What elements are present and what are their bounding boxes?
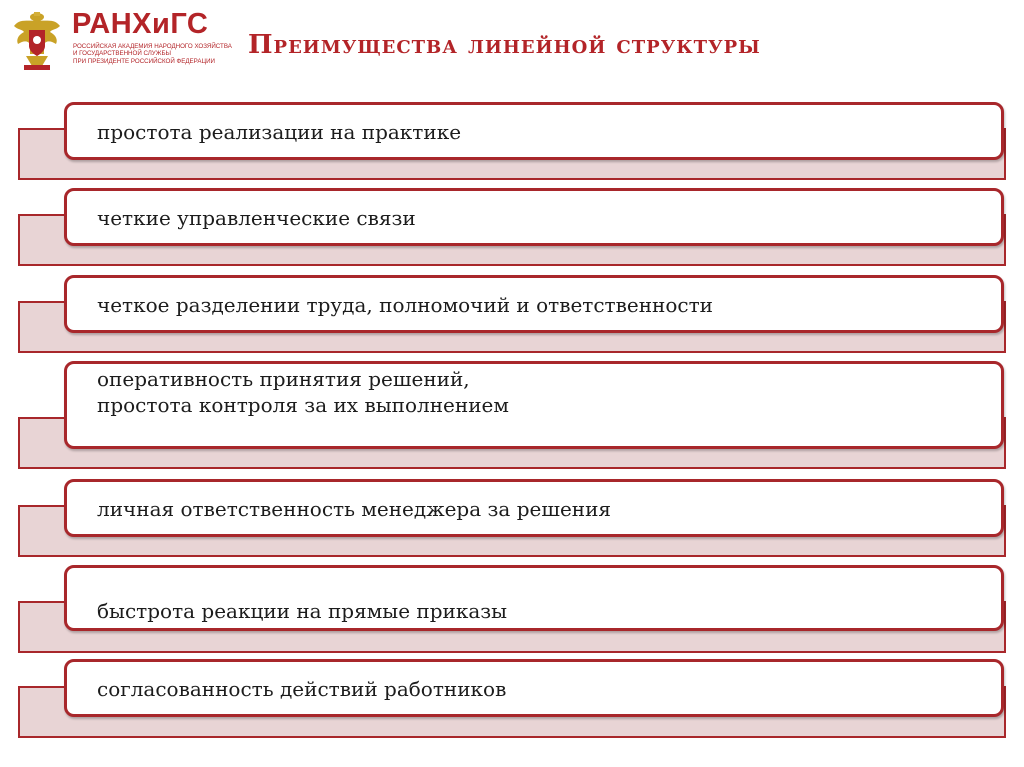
item-text: четкое разделении труда, полномочий и ответственности xyxy=(97,293,714,317)
item-text: оперативность принятия решений, простота контроля за их выполнением xyxy=(97,367,509,417)
page-title: Преимущества линейной структуры xyxy=(248,30,761,60)
item-text: согласованность действий работников xyxy=(97,677,507,701)
item-text: простота реализации на практике xyxy=(97,120,462,144)
item-box xyxy=(64,102,1004,160)
logo-subtitle-line: РОССИЙСКАЯ АКАДЕМИЯ НАРОДНОГО ХОЗЯЙСТВА xyxy=(73,43,232,50)
item-box xyxy=(64,659,1004,717)
item-text: быстрота реакции на прямые приказы xyxy=(97,599,508,623)
logo-name: РАНХиГС xyxy=(72,8,209,40)
item-box xyxy=(64,188,1004,246)
item-box xyxy=(64,479,1004,537)
item-text: четкие управленческие связи xyxy=(97,206,416,230)
item-box xyxy=(64,275,1004,333)
item-text: личная ответственность менеджера за решения xyxy=(97,497,612,521)
item-box xyxy=(64,361,1004,449)
logo-subtitle-line: ПРИ ПРЕЗИДЕНТЕ РОССИЙСКОЙ ФЕДЕРАЦИИ xyxy=(73,57,215,65)
item-box xyxy=(64,565,1004,631)
logo-subtitle-line: И ГОСУДАРСТВЕННОЙ СЛУЖБЫ xyxy=(73,50,171,58)
